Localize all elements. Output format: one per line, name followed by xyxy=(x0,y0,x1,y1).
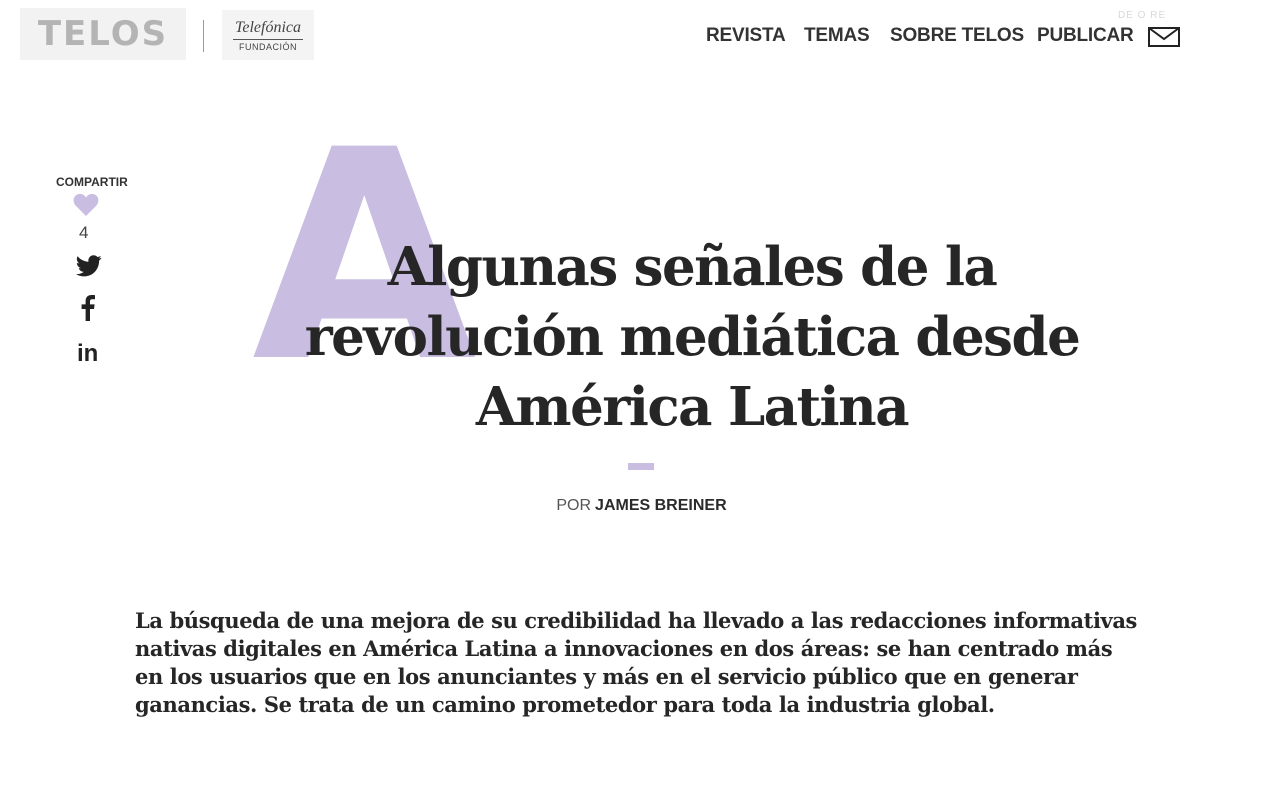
decorative-drop-letter: A xyxy=(252,89,477,426)
byline xyxy=(0,497,1283,515)
share-label: COMPARTIR xyxy=(56,175,128,189)
nav-publicar[interactable]: PUBLICAR xyxy=(1037,25,1134,46)
nav-sobre-telos[interactable]: SOBRE TELOS xyxy=(890,25,1024,46)
like-count: 4 xyxy=(79,223,89,242)
facebook-icon[interactable] xyxy=(81,295,95,321)
nav-revista[interactable]: REVISTA xyxy=(706,25,786,46)
faded-header-text: DE O RE xyxy=(1118,10,1167,21)
envelope-icon[interactable] xyxy=(1148,27,1180,47)
nav-temas[interactable]: TEMAS xyxy=(804,25,870,46)
author-name[interactable]: JAMES BREINER xyxy=(595,497,727,514)
heart-icon[interactable] xyxy=(73,193,99,217)
article-title: Algunas señales de la revolución mediática desde América Latina xyxy=(304,236,1080,438)
byline-prefix: POR xyxy=(556,497,592,514)
article-lead: La búsqueda de una mejora de su credibilidad ha llevado a las redacciones informativas nativas digitales en América Latina a innovaciones en dos áreas: se han centrado más en los usuarios que en los anunciantes y más en el servicio público que en generar ganancias. Se trata de un camino prometedor para toda la industria global. xyxy=(135,608,1137,717)
partner-sub: FUNDACIÓN xyxy=(239,42,297,52)
twitter-icon[interactable] xyxy=(76,255,102,277)
site-header xyxy=(0,0,1200,80)
partner-brand: Telefónica xyxy=(234,19,302,36)
linkedin-icon[interactable]: in xyxy=(77,340,99,367)
title-accent-rule xyxy=(628,463,654,470)
main-nav xyxy=(0,25,1200,55)
logo-text: TELOS xyxy=(37,14,169,54)
